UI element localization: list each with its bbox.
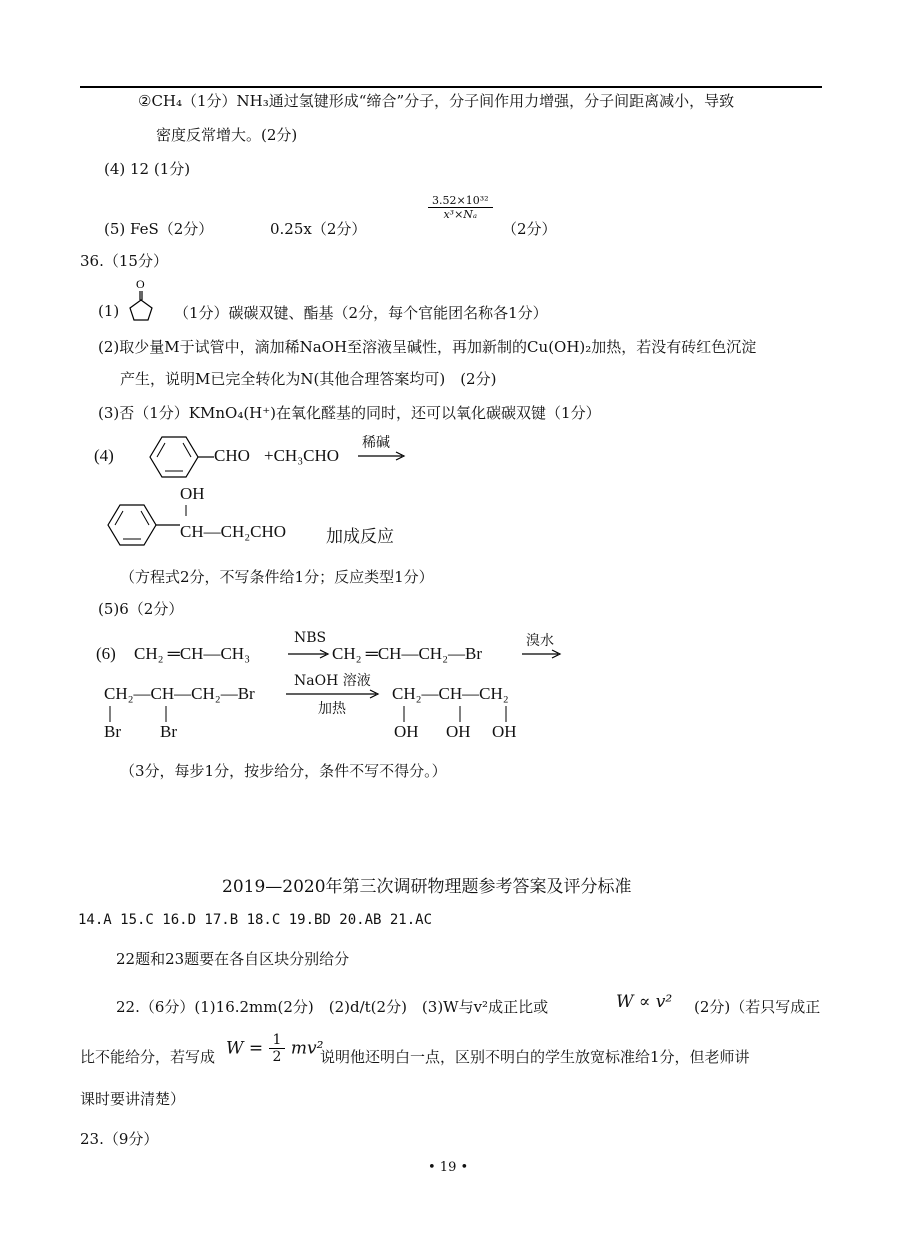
top-rule <box>80 86 822 88</box>
q22-line3: 课时要讲清楚） <box>80 1090 186 1108</box>
tribromopropane: CH₂—CH—CH₂—Br <box>104 684 255 703</box>
br-substituent: Br <box>104 722 121 741</box>
reaction-6-arrow-1 <box>286 648 332 660</box>
q22-line1: 22.（6分）(1)16.2mm(2分) (2)d/t(2分) (3)W与v²成正比或 <box>116 998 549 1016</box>
kinetic-energy-formula <box>226 1032 323 1065</box>
grading-note: 22题和23题要在各自区块分别给分 <box>116 950 350 968</box>
page-number: • 19 • <box>428 1160 469 1175</box>
benzene-ring-icon <box>100 500 190 550</box>
oxygen-label: O <box>136 277 145 291</box>
physics-section-title: 2019—2020年第三次调研物理题参考答案及评分标准 <box>222 877 632 897</box>
reaction-4-cho: CHO <box>214 446 250 465</box>
answer-5-points: （2分） <box>502 220 557 238</box>
product-oh: OH <box>180 484 205 503</box>
product-chain: CH—CH₂CHO <box>180 522 287 541</box>
q36-2-line2: 产生，说明M已完全转化为N(其他合理答案均可) (2分) <box>120 370 497 388</box>
q22-line2-start: 比不能给分，若写成 <box>80 1048 216 1066</box>
q22-line1-end: (2分)（若只写成正 <box>694 998 821 1016</box>
reaction-4-condition: 稀碱 <box>362 435 390 451</box>
fraction-numerator: 3.52×10³² <box>428 194 493 208</box>
bond-lines <box>100 704 280 726</box>
q22-line2-end: 说明他还明白一点，区别不明白的学生放宽标准给1分，但老师讲 <box>320 1048 750 1066</box>
benzene-ring-icon <box>130 432 216 482</box>
multiple-choice-answers: 14.A 15.C 16.D 17.B 18.C 19.BD 20.AB 21.AC <box>78 912 433 928</box>
formula-lhs: W = <box>226 1038 264 1059</box>
question-36-header: 36.（15分） <box>80 252 168 270</box>
half-denominator: 2 <box>272 1049 282 1065</box>
oh-substituent: OH <box>492 722 517 741</box>
answer-4: (4) 12 (1分) <box>104 160 191 178</box>
oh-substituent: OH <box>394 722 419 741</box>
br-substituent: Br <box>160 722 177 741</box>
q36-6-scoring: （3分，每步1分，按步给分，条件不写不得分。） <box>120 762 447 780</box>
q36-5: (5)6（2分） <box>98 600 184 618</box>
answer-5-fes: (5) FeS（2分） <box>104 220 214 238</box>
reaction-4-acetaldehyde: +CH₃CHO <box>264 446 340 465</box>
glycerol: CH₂—CH—CH₂ <box>392 684 509 703</box>
fraction-denominator: x³×Nₐ <box>443 208 478 221</box>
half-fraction <box>269 1032 286 1065</box>
reaction-type: 加成反应 <box>326 527 394 546</box>
nbs-condition: NBS <box>294 630 327 646</box>
q36-1-label: (1) <box>98 302 120 320</box>
q36-1-answer: （1分）碳碳双键、酯基（2分，每个官能团名称各1分） <box>174 304 548 322</box>
reaction-4-arrow <box>356 450 408 462</box>
naoh-condition: NaOH 溶液 <box>294 673 371 689</box>
reaction-6-propene: CH₂ ═CH—CH₃ <box>134 644 250 663</box>
q36-4-scoring: （方程式2分，不写条件给1分；反应类型1分） <box>120 568 434 586</box>
reaction-6-label: (6) <box>96 644 116 663</box>
proportional-formula: W ∝ v² <box>616 992 673 1012</box>
heat-condition: 加热 <box>318 701 346 717</box>
answer-line-ch4: ②CH₄（1分）NH₃通过氢键形成“缔合”分子，分子间作用力增强，分子间距离减小，导致 <box>138 92 735 110</box>
answer-5-x: 0.25x（2分） <box>270 220 367 238</box>
oh-substituent: OH <box>446 722 471 741</box>
reaction-6-allyl-bromide: CH₂ ═CH—CH₂—Br <box>332 644 482 663</box>
density-fraction <box>428 194 493 221</box>
reaction-4-label: (4) <box>94 446 114 465</box>
q36-2-line1: (2)取少量M于试管中，滴加稀NaOH至溶液呈碱性，再加新制的Cu(OH)₂加热，若没有砖红色沉淀 <box>98 338 757 356</box>
bromine-water-condition: 溴水 <box>526 633 554 649</box>
question-23-header: 23.（9分） <box>80 1130 159 1148</box>
q36-3: (3)否（1分）KMnO₄(H⁺)在氧化醛基的同时，还可以氧化碳碳双键（1分） <box>98 404 601 422</box>
reaction-6-arrow-2 <box>520 648 566 660</box>
formula-rhs: mv² <box>290 1038 324 1059</box>
half-numerator: 1 <box>269 1032 286 1049</box>
cyclopentanone-structure <box>122 276 162 322</box>
answer-line-density: 密度反常增大。(2分) <box>156 126 298 144</box>
